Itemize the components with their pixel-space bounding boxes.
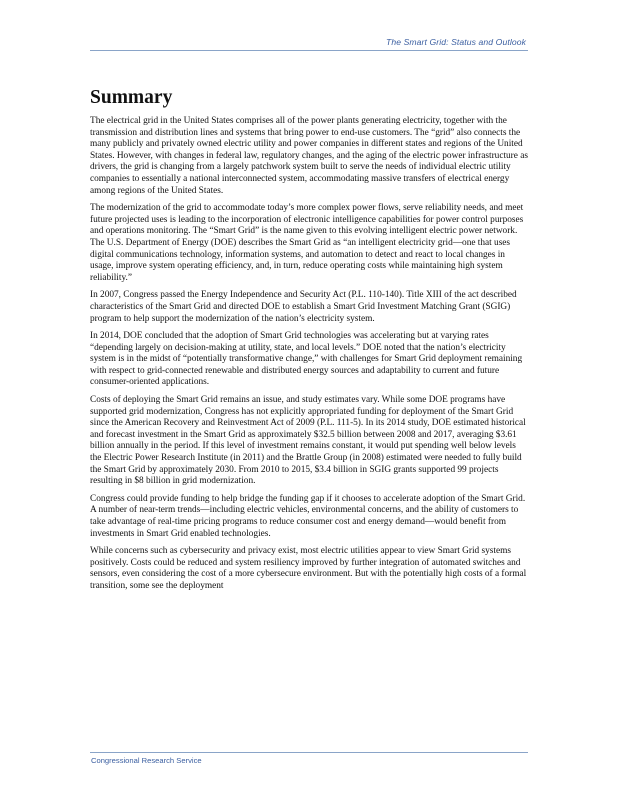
paragraph: While concerns such as cybersecurity and privacy exist, most electric utilities appear to view Smart Grid systems positively. Costs could be reduced and system resiliency improved by further integration of automated switches and sensors, even considering the cost of a more cybersecure environment. But with the potentially high costs of a formal transition, some see the deployment <box>90 546 527 591</box>
running-head: The Smart Grid: Status and Outlook <box>385 37 526 47</box>
footer-publisher: Congressional Research Service <box>91 756 202 765</box>
paragraph: The electrical grid in the United States comprises all of the power plants generating electricity, together with the transmission and distribution lines and systems that bring power to end-use customers. The “grid” also connects the many publicly and privately owned electric utility and power companies in different states and regions of the United States. However, with changes in federal law, regulatory changes, and the aging of the electric power infrastructure as drivers, the grid is changing from a largely patchwork system built to serve the needs of individual electric utility companies to essentially a national interconnected system, accommodating massive transfers of electrical energy among regions of the United States. <box>90 116 528 196</box>
paragraph: Congress could provide funding to help bridge the funding gap if it chooses to accelerate adoption of the Smart Grid. A number of near-term trends—including electric vehicles, environmental concerns, and the ability of customers to take advantage of real-time pricing programs to reduce consumer cost and energy demand—would benefit from investments in Smart Grid enabled technologies. <box>90 493 526 539</box>
paragraph: Costs of deploying the Smart Grid remains an issue, and study estimates vary. While some DOE programs have supported grid modernization, Congress has not explicitly appropriated funding for deployment of the Smart Grid since the American Recovery and Reinvestment Act of 2009 (P.L. 111-5). In its 2014 study, DOE estimated historical and forecast investment in the Smart Grid as approximately $32.5 billion between 2008 and 2017, averaging $3.61 billion annually in the period. If this level of investment remains constant, it would put spending well below levels the Electric Power Research Institute (in 2011) and the Brattle Group (in 2008) estimated were needed to fully build the Smart Grid by approximately 2030. From 2010 to 2015, $3.4 billion in SGIG grants supported 99 projects resulting in $8 billion in grid modernization. <box>90 395 526 487</box>
footer-rule <box>90 752 528 753</box>
page-content <box>90 87 528 599</box>
paragraph: In 2007, Congress passed the Energy Independence and Security Act (P.L. 110-140). Title XIII of the act described characteristics of the Smart Grid and directed DOE to establish a Smart Grid Investment Matching Grant (SGIG) program to help support the modernization of the nation’s electricity system. <box>90 290 517 324</box>
section-heading: Summary <box>90 87 173 108</box>
paragraph: In 2014, DOE concluded that the adoption of Smart Grid technologies was accelerating but at varying rates “depending largely on decision-making at utility, state, and local levels.” DOE noted that the nation’s electricity system is in the midst of “potentially transformative change,” with challenges for Smart Grid deployment remaining with respect to grid-connected renewable and distributed energy sources and adaptability to current and future consumer-oriented applications. <box>90 331 523 388</box>
header-rule <box>90 50 528 51</box>
paragraph: The modernization of the grid to accommodate today’s more complex power flows, serve reliability needs, and meet future projected uses is leading to the incorporation of electronic intelligence capabilities for power control purposes and operations monitoring. The “Smart Grid” is the name given to this evolving intelligent electric power network. The U.S. Department of Energy (DOE) describes the Smart Grid as “an intelligent electricity grid—one that uses digital communications technology, information systems, and automation to detect and react to local changes in usage, improve system operating efficiency, and, in turn, reduce operating costs while maintaining high system reliability.” <box>90 203 524 283</box>
